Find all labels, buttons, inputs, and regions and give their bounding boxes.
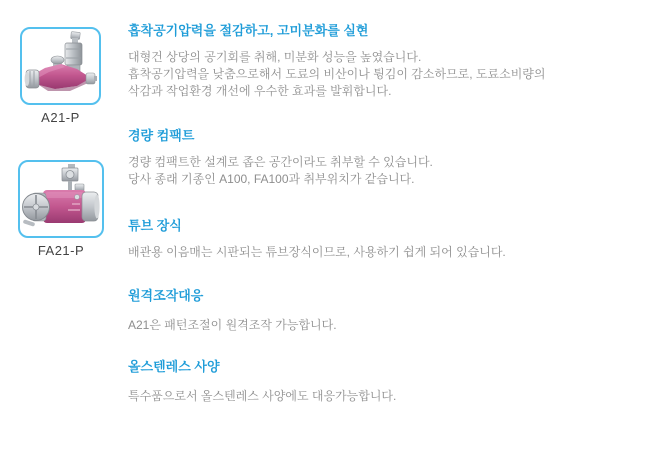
a21p-spray-gun-image [24, 31, 97, 101]
section-heading-tube-fitting: 튜브 장식 [128, 218, 182, 233]
product-card-fa21p [18, 160, 104, 238]
section-body-remote-operation [128, 317, 337, 334]
product-label-fa21p: FA21-P [37, 243, 85, 258]
body-line: 흡착공기압력을 낮춤으로해서 도료의 비산이나 튕김이 감소하므로, 도료소비량의 [128, 67, 546, 81]
section-body-all-stainless [128, 388, 396, 405]
body-line: A21은 패턴조절이 원격조작 가능합니다. [128, 318, 337, 332]
section-heading-all-stainless: 올스텐레스 사양 [128, 359, 220, 374]
top-fitting-block [62, 164, 84, 191]
section-body-fine-atomization [128, 49, 545, 100]
body-line: 당사 종래 기종인 A100, FA100과 취부위치가 같습니다. [128, 172, 415, 186]
body-line: 대형건 상당의 공기회를 취해, 미분화 성능을 높였습니다. [128, 50, 422, 64]
product-label-a21p: A21-P [41, 110, 80, 125]
section-heading-lightweight-compact: 경량 컴팩트 [128, 128, 195, 143]
section-body-lightweight-compact [128, 154, 433, 188]
section-heading-remote-operation: 원격조작대응 [128, 288, 204, 303]
body-line: 경량 컴팩트한 설계로 좁은 공간이라도 취부할 수 있습니다. [128, 155, 433, 169]
section-heading-fine-atomization: 흡착공기압력을 절감하고, 고미분화를 실현 [128, 23, 369, 38]
rear-cylinder [82, 192, 100, 221]
body-line: 배관용 이음매는 시판되는 튜브장식이므로, 사용하기 쉽게 되어 있습니다. [128, 245, 506, 259]
body-line: 특수품으로서 올스텐레스 사양에도 대응가능합니다. [128, 389, 397, 403]
body-line: 삭감과 작업환경 개선에 우수한 효과를 발휘합니다. [128, 84, 392, 98]
gun-body [31, 64, 91, 91]
air-cap [25, 70, 39, 88]
section-body-tube-fitting [128, 244, 506, 261]
rear-fitting [86, 73, 97, 84]
front-air-cap [23, 193, 50, 221]
air-cylinder-assembly [65, 32, 82, 72]
product-card-a21p [20, 27, 101, 105]
fa21p-spray-gun-image [22, 164, 100, 234]
